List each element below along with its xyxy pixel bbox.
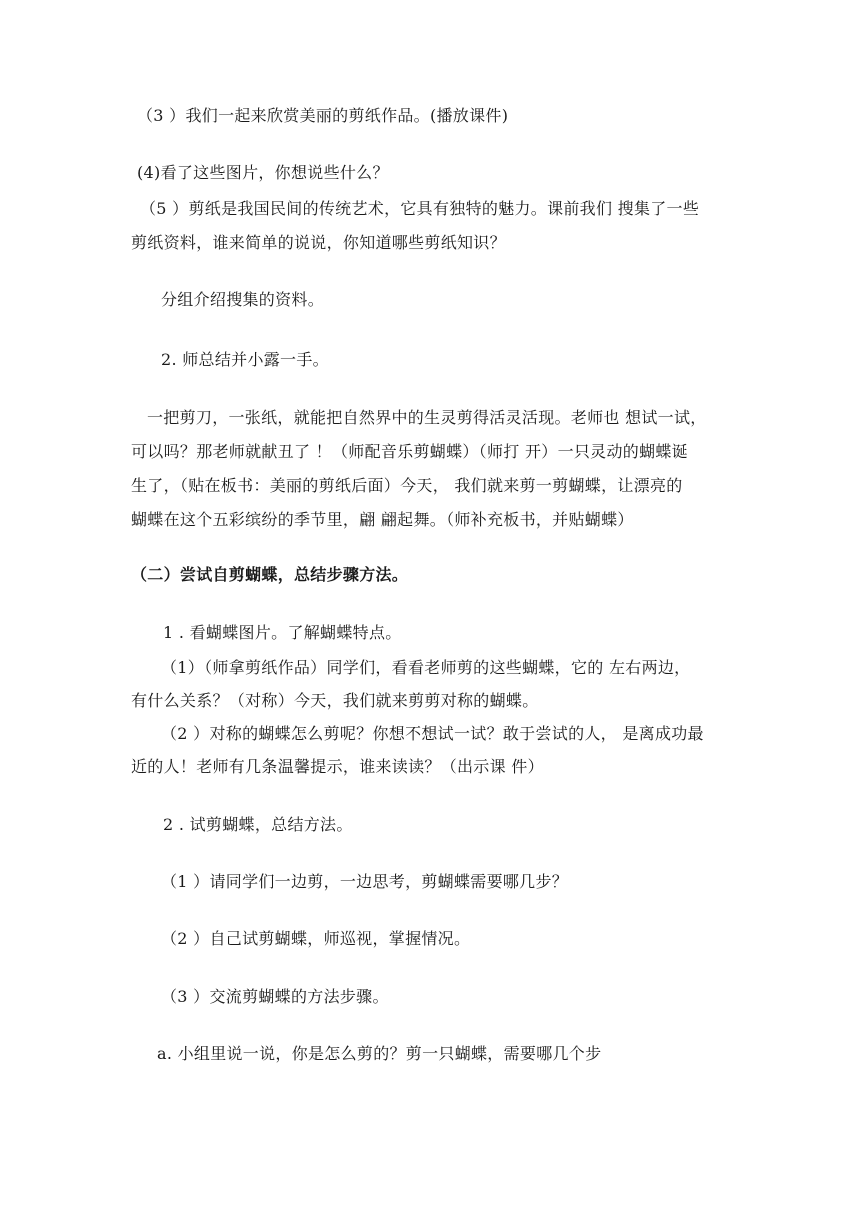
text-line-6: 2. 师总结并小露一手。 xyxy=(161,350,329,369)
text-line-20: （3 ）交流剪蝴蝶的方法步骤。 xyxy=(161,987,389,1006)
text-line-19: （2 ）自己试剪蝴蝶，师巡视，掌握情况。 xyxy=(161,929,471,948)
text-line-12: 1 . 看蝴蝶图片。了解蝴蝶特点。 xyxy=(163,623,402,642)
text-line-2: (4)看了这些图片，你想说些什么？ xyxy=(137,163,389,182)
text-line-4: 剪纸资料，谁来简单的说说，你知道哪些剪纸知识？ xyxy=(131,233,506,252)
section-heading: （二）尝试自剪蝴蝶，总结步骤方法。 xyxy=(131,565,409,584)
text-line-5: 分组介绍搜集的资料。 xyxy=(161,290,325,309)
text-line-13: （1）（师拿剪纸作品）同学们，看看老师剪的这些蝴蝶，它的 左右两边， xyxy=(161,658,691,677)
text-line-16: 近的人！老师有几条温馨提示，谁来读读？（出示课 件） xyxy=(131,757,544,776)
text-line-10: 蝴蝶在这个五彩缤纷的季节里，翩 翩起舞。（师补充板书，并贴蝴蝶） xyxy=(131,510,634,529)
text-line-18: （1 ）请同学们一边剪，一边思考，剪蝴蝶需要哪几步？ xyxy=(161,872,569,891)
text-line-9: 生了，（贴在板书：美丽的剪纸后面）今天， 我们就来剪一剪蝴蝶，让漂亮的 xyxy=(131,476,683,495)
text-line-14: 有什么关系？（对称）今天，我们就来剪剪对称的蝴蝶。 xyxy=(131,691,539,710)
text-line-15: （2 ）对称的蝴蝶怎么剪呢？你想不想试一试？敢于尝试的人， 是离成功最 xyxy=(161,724,704,743)
text-line-3: （5 ）剪纸是我国民间的传统艺术，它具有独特的魅力。课前我们 搜集了一些 xyxy=(140,199,700,218)
text-line-7: 一把剪刀，一张纸，就能把自然界中的生灵剪得活灵活现。老师也 想试一试， xyxy=(147,408,707,427)
text-line-8: 可以吗？那老师就献丑了 ！（师配音乐剪蝴蝶）（师打 开）一只灵动的蝴蝶诞 xyxy=(131,442,688,461)
text-line-1: （3 ）我们一起来欣赏美丽的剪纸作品。(播放课件) xyxy=(137,106,509,125)
text-line-21: a. 小组里说一说，你是怎么剪的？剪一只蝴蝶，需要哪几个步 xyxy=(157,1044,602,1063)
text-line-17: 2 . 试剪蝴蝶，总结方法。 xyxy=(163,815,353,834)
